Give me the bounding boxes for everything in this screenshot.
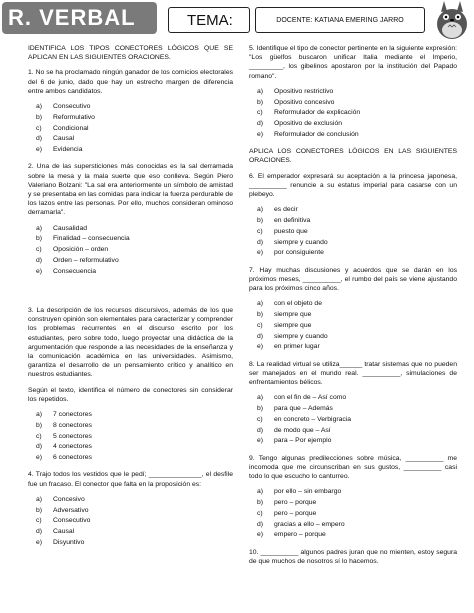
- question-9-options: [249, 487, 457, 539]
- question-6-options: [249, 205, 457, 257]
- question-3-prompt: Según el texto, identifica el número de conectores sin considerar los repetidos.: [28, 386, 233, 403]
- question-3: 3. La descripción de los recursos discursivos, además de los que construyen opinión son elementales para caracterizar y comprender los problemas recurrentes en el discurso escrito por los estudiantes, pero sobre todo, luego proyectar una didáctica de la argumentación que responde a las necesidades de la enseñanza y la comunicación académica en las universidades. Asimismo, garantiza el desarrollo de un pensamiento crítico y analítico en nuestros estudiantes.: [28, 307, 233, 379]
- option[interactable]: a) Consecutivo: [36, 103, 91, 111]
- left-column: [28, 44, 233, 555]
- option[interactable]: d) 4 conectores: [36, 443, 92, 451]
- option[interactable]: a) por ello – sin embargo: [257, 488, 342, 496]
- option[interactable]: e) en primer lugar: [257, 343, 320, 351]
- tema-box: [168, 7, 250, 33]
- option[interactable]: c) 5 conectores: [36, 432, 92, 440]
- option[interactable]: d) Orden – reformulativo: [36, 257, 119, 265]
- option[interactable]: c) pero – porque: [257, 509, 317, 517]
- option[interactable]: d) de modo que – Así: [257, 426, 331, 434]
- option[interactable]: e) empero – porque: [257, 531, 326, 539]
- option[interactable]: d) gracias a ello – empero: [257, 520, 345, 528]
- option[interactable]: e) Evidencia: [36, 146, 83, 154]
- question-6: 6. El emperador expresará su aceptación a la princesa japonesa, __________ renuncie a su estatus imperial para casarse con un plebeyo.: [249, 172, 457, 199]
- option[interactable]: d) Causal: [36, 528, 75, 536]
- option[interactable]: d) Causal: [36, 135, 75, 143]
- question-7: 7. Hay muchas discusiones y acuerdos que se darán en los próximos meses, __________, el rumbo del país se viene ajustando para los próximos cinco años.: [249, 266, 457, 293]
- question-5: 5. Identifique el tipo de conector pertinente en la siguiente expresión: "Los güelfos buscaron unificar Italia mediante el Imperio, _________, los gibelinos apostaron por la institución del Papado romano".: [249, 45, 457, 80]
- question-3-options: [28, 410, 233, 462]
- question-7-options: [249, 299, 457, 351]
- right-column: [249, 44, 457, 572]
- option[interactable]: c) puesto que: [257, 227, 308, 235]
- worksheet-header: [0, 0, 474, 40]
- option[interactable]: a) con el objeto de: [257, 300, 322, 308]
- option[interactable]: a) 7 conectores: [36, 411, 92, 419]
- option[interactable]: a) Causalidad: [36, 224, 88, 232]
- tema-label: TEMA:: [187, 11, 233, 29]
- option[interactable]: b) para que – Además: [257, 405, 333, 413]
- option[interactable]: d) siempre y cuando: [257, 332, 328, 340]
- option[interactable]: b) en definitiva: [257, 217, 311, 225]
- option[interactable]: d) siempre y cuando: [257, 238, 328, 246]
- option[interactable]: e) por consiguiente: [257, 249, 324, 257]
- question-1-options: [28, 102, 233, 154]
- question-10: 10. __________ algunos padres juran que no mienten, estoy segura de que muchos de nosotros sí lo hacemos.: [249, 548, 457, 565]
- subject-title: R. VERBAL: [8, 5, 136, 30]
- option[interactable]: e) Reformulador de conclusión: [257, 131, 359, 138]
- question-5-options: [249, 87, 457, 139]
- instructions-intro: IDENTIFICA LOS TIPOS CONECTORES LÓGICOS QUE SE APLICAN EN LAS SIGUIENTES ORACIONES.: [28, 45, 233, 62]
- option[interactable]: a) Opositivo restrictivo: [257, 87, 334, 95]
- option[interactable]: b) 8 conectores: [36, 421, 92, 429]
- docente-label: DOCENTE: KATIANA EMERING JARRO: [276, 16, 404, 24]
- option[interactable]: b) Finalidad – consecuencia: [36, 235, 130, 243]
- question-4: 4. Trajo todos los vestidos que le pedí; ______________, el desfile fue un fracaso. El conector que falta en la proposición es:: [28, 471, 233, 488]
- option[interactable]: e) Consecuencia: [36, 267, 97, 275]
- option[interactable]: c) Reformulador de explicación: [257, 109, 361, 117]
- option[interactable]: a) con el fin de – Así como: [257, 394, 347, 402]
- option[interactable]: e) para – Por ejemplo: [257, 437, 332, 445]
- option[interactable]: a) Concesivo: [36, 495, 85, 503]
- option[interactable]: a) es decir: [257, 206, 298, 214]
- instructions-apply: APLICA LOS CONECTORES LÓGICOS EN LAS SIGUIENTES ORACIONES.: [249, 148, 457, 165]
- question-9: 9. Tengo algunas predilecciones sobre música, __________ me incomoda que me circunscriban en sus gustos, __________ casi todo lo que escucho lo canturreo.: [249, 454, 457, 481]
- question-2: 2. Una de las supersticiones más conocidas es la sal derramada sobre la mesa y la mala suerte que eso conlleva. Según Piero Valeriano Bolzani: "La sal era anteriormente un símbolo de amistad y se presentaba en las comidas para indicar la fuerza perdurable de los lazos entre las personas. Por ello, muchos consideran ominoso derramarla".: [28, 163, 233, 217]
- question-4-options: [28, 495, 233, 547]
- option[interactable]: b) siempre que: [257, 311, 312, 319]
- option[interactable]: b) Opositivo concesivo: [257, 98, 335, 106]
- docente-box: [255, 7, 425, 33]
- option[interactable]: c) Condicional: [36, 124, 89, 132]
- option[interactable]: c) Consecutivo: [36, 517, 91, 525]
- totoro-mascot-icon: [432, 0, 472, 40]
- question-2-options: [28, 224, 233, 276]
- question-1: 1. No se ha proclamado ningún ganador de los comicios electorales del 6 de junio, dado que hay un estrecho margen de diferencia entre ambos candidatos.: [28, 69, 233, 95]
- subject-title-box: [2, 2, 157, 34]
- option[interactable]: c) en concreto – Verbigracia: [257, 415, 352, 423]
- option[interactable]: b) Adversativo: [36, 506, 89, 514]
- option[interactable]: b) pero – porque: [257, 499, 317, 507]
- question-8-options: [249, 393, 457, 445]
- option[interactable]: b) Reformulativo: [36, 113, 95, 121]
- option[interactable]: c) siempre que: [257, 321, 312, 329]
- option[interactable]: e) Disyuntivo: [36, 539, 85, 547]
- question-8: 8. La realidad virtual se utiliza______ tratar sistemas que no pueden ser manejados en el mundo real. __________, simulaciones de enfrentamientos bélicos.: [249, 360, 457, 387]
- option[interactable]: c) Oposición – orden: [36, 246, 109, 254]
- option[interactable]: e) 6 conectores: [36, 454, 92, 462]
- option[interactable]: d) Opositivo de exclusión: [257, 120, 343, 128]
